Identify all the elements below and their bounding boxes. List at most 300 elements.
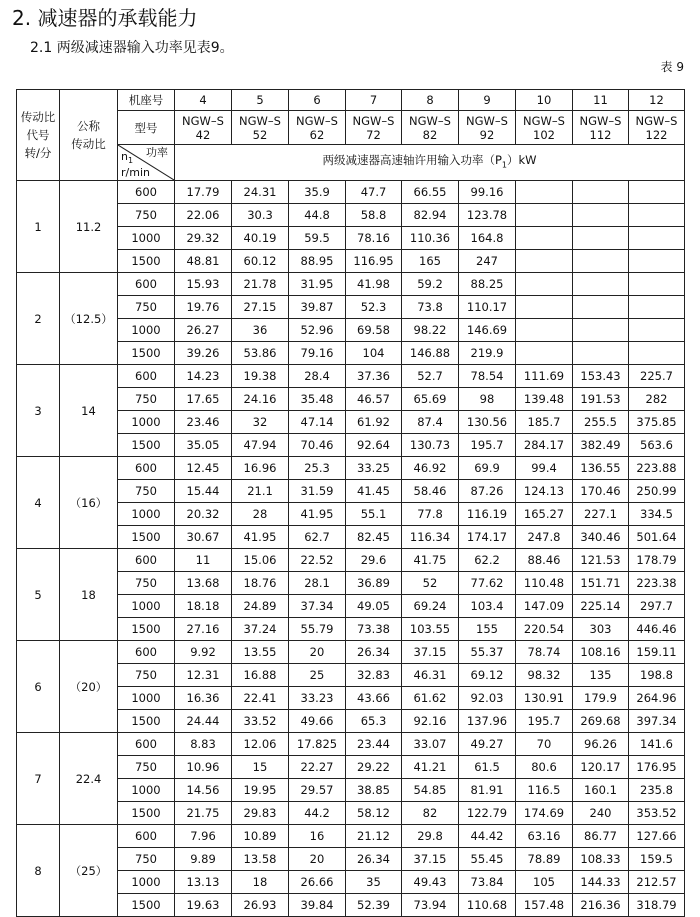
power-value-cell: 47.94 — [232, 434, 289, 457]
power-value-cell: 13.58 — [232, 848, 289, 871]
power-value-cell: 24.89 — [232, 595, 289, 618]
frame-number: 11 — [573, 90, 629, 111]
power-value-cell — [573, 273, 629, 296]
power-value-cell: 61.5 — [459, 756, 516, 779]
power-value-cell: 41.45 — [346, 480, 402, 503]
table-row — [17, 342, 685, 365]
power-value-cell: 24.44 — [175, 710, 232, 733]
power-value-cell: 123.78 — [459, 204, 516, 227]
power-value-cell — [573, 181, 629, 204]
power-value-cell: 146.88 — [402, 342, 459, 365]
power-value-cell: 303 — [573, 618, 629, 641]
power-value-cell: 44.2 — [289, 802, 346, 825]
power-value-cell: 58.12 — [346, 802, 402, 825]
power-value-cell: 25 — [289, 664, 346, 687]
power-value-cell: 58.46 — [402, 480, 459, 503]
power-value-cell: 28 — [232, 503, 289, 526]
power-value-cell: 29.6 — [346, 549, 402, 572]
power-value-cell: 18.18 — [175, 595, 232, 618]
power-value-cell: 55.1 — [346, 503, 402, 526]
model-prefix: NGW–S — [523, 113, 565, 128]
power-value-cell: 170.46 — [573, 480, 629, 503]
power-value-cell: 12.31 — [175, 664, 232, 687]
speed-label — [121, 151, 150, 179]
power-value-cell: 13.55 — [232, 641, 289, 664]
frame-number: 12 — [629, 90, 685, 111]
table-row — [17, 687, 685, 710]
power-value-cell: 33.07 — [402, 733, 459, 756]
power-value-cell: 23.44 — [346, 733, 402, 756]
power-value-cell: 52 — [402, 572, 459, 595]
model-number: 52 — [252, 127, 268, 142]
model-cell — [346, 111, 402, 145]
speed-cell: 750 — [118, 480, 175, 503]
power-speed-diagonal-cell — [118, 145, 175, 181]
speed-cell: 600 — [118, 181, 175, 204]
frame-number: 6 — [289, 90, 346, 111]
power-value-cell — [629, 273, 685, 296]
power-value-cell: 52.39 — [346, 894, 402, 917]
power-value-cell: 54.85 — [402, 779, 459, 802]
ratio-code-cell: 7 — [17, 733, 60, 825]
power-value-cell: 14.56 — [175, 779, 232, 802]
power-value-cell: 14.23 — [175, 365, 232, 388]
power-value-cell: 18 — [232, 871, 289, 894]
power-value-cell: 29.32 — [175, 227, 232, 250]
frame-label: 机座号 — [118, 90, 175, 111]
power-value-cell: 155 — [459, 618, 516, 641]
power-value-cell: 40.19 — [232, 227, 289, 250]
power-value-cell: 25.3 — [289, 457, 346, 480]
table-row — [17, 894, 685, 917]
model-cell — [516, 111, 573, 145]
power-value-cell: 563.6 — [629, 434, 685, 457]
power-value-cell — [573, 296, 629, 319]
power-value-cell: 21.78 — [232, 273, 289, 296]
table-row — [17, 848, 685, 871]
power-value-cell: 147.09 — [516, 595, 573, 618]
speed-cell: 1500 — [118, 710, 175, 733]
model-number: 42 — [195, 127, 211, 142]
code-header-line: 传动比 — [20, 110, 56, 124]
power-value-cell: 92.16 — [402, 710, 459, 733]
power-value-cell: 82.94 — [402, 204, 459, 227]
power-value-cell: 24.16 — [232, 388, 289, 411]
power-value-cell: 250.99 — [629, 480, 685, 503]
power-value-cell: 130.73 — [402, 434, 459, 457]
nominal-ratio-cell: 11.2 — [60, 181, 118, 273]
table-row — [17, 319, 685, 342]
power-value-cell: 18.76 — [232, 572, 289, 595]
power-value-cell: 78.89 — [516, 848, 573, 871]
power-value-cell: 61.62 — [402, 687, 459, 710]
power-value-cell: 48.81 — [175, 250, 232, 273]
power-value-cell: 12.06 — [232, 733, 289, 756]
power-value-cell: 44.8 — [289, 204, 346, 227]
power-value-cell: 78.54 — [459, 365, 516, 388]
power-value-cell: 52.3 — [346, 296, 402, 319]
power-value-cell: 227.1 — [573, 503, 629, 526]
table-row — [17, 779, 685, 802]
power-value-cell: 178.79 — [629, 549, 685, 572]
ratio-code-cell: 4 — [17, 457, 60, 549]
power-value-cell: 375.85 — [629, 411, 685, 434]
model-label: 型号 — [118, 111, 175, 145]
power-value-cell: 159.5 — [629, 848, 685, 871]
power-value-cell: 53.86 — [232, 342, 289, 365]
power-value-cell: 130.91 — [516, 687, 573, 710]
power-value-cell: 44.42 — [459, 825, 516, 848]
table-row — [17, 227, 685, 250]
power-value-cell: 21.12 — [346, 825, 402, 848]
power-value-cell: 116.34 — [402, 526, 459, 549]
nominal-ratio-cell: 14 — [60, 365, 118, 457]
power-value-cell — [516, 181, 573, 204]
speed-cell: 600 — [118, 641, 175, 664]
table-row — [17, 572, 685, 595]
power-value-cell: 382.49 — [573, 434, 629, 457]
model-number: 102 — [533, 127, 555, 142]
power-value-cell: 21.1 — [232, 480, 289, 503]
power-value-cell: 179.9 — [573, 687, 629, 710]
subsection-title: 2.1 两级减速器输入功率见表9。 — [30, 40, 234, 56]
power-value-cell: 41.21 — [402, 756, 459, 779]
model-cell — [402, 111, 459, 145]
power-value-cell: 13.13 — [175, 871, 232, 894]
power-value-cell: 26.93 — [232, 894, 289, 917]
model-prefix: NGW–S — [352, 113, 395, 128]
power-value-cell: 55.79 — [289, 618, 346, 641]
power-value-cell: 35.9 — [289, 181, 346, 204]
power-value-cell: 165 — [402, 250, 459, 273]
power-value-cell: 176.95 — [629, 756, 685, 779]
table-row — [17, 181, 685, 204]
table-row — [17, 457, 685, 480]
power-value-cell: 110.68 — [459, 894, 516, 917]
power-value-cell: 46.31 — [402, 664, 459, 687]
table-row — [17, 825, 685, 848]
power-value-cell: 28.4 — [289, 365, 346, 388]
power-value-cell: 247.8 — [516, 526, 573, 549]
table-row — [17, 250, 685, 273]
power-table — [16, 89, 685, 917]
power-value-cell: 62.2 — [459, 549, 516, 572]
power-value-cell: 37.36 — [346, 365, 402, 388]
speed-cell: 750 — [118, 296, 175, 319]
power-value-cell: 73.8 — [402, 296, 459, 319]
power-value-cell — [516, 273, 573, 296]
power-value-cell: 27.15 — [232, 296, 289, 319]
power-value-cell: 37.15 — [402, 848, 459, 871]
power-value-cell: 16.88 — [232, 664, 289, 687]
power-value-cell: 19.38 — [232, 365, 289, 388]
model-cell — [175, 111, 232, 145]
speed-symbol: n — [121, 149, 128, 163]
power-value-cell: 220.54 — [516, 618, 573, 641]
power-value-cell: 24.31 — [232, 181, 289, 204]
power-value-cell: 49.27 — [459, 733, 516, 756]
speed-cell: 750 — [118, 756, 175, 779]
power-value-cell: 86.77 — [573, 825, 629, 848]
power-value-cell: 35.05 — [175, 434, 232, 457]
power-value-cell: 47.14 — [289, 411, 346, 434]
power-value-cell: 30.3 — [232, 204, 289, 227]
power-value-cell: 60.12 — [232, 250, 289, 273]
power-value-cell: 69.9 — [459, 457, 516, 480]
power-value-cell: 159.11 — [629, 641, 685, 664]
power-value-cell: 65.3 — [346, 710, 402, 733]
power-value-cell: 264.96 — [629, 687, 685, 710]
power-value-cell: 36.89 — [346, 572, 402, 595]
power-value-cell — [573, 319, 629, 342]
table-row — [17, 549, 685, 572]
power-value-cell: 191.53 — [573, 388, 629, 411]
table-row — [17, 434, 685, 457]
power-label: 功率 — [146, 146, 168, 159]
power-value-cell: 73.94 — [402, 894, 459, 917]
ratio-code-cell: 5 — [17, 549, 60, 641]
power-value-cell: 62.7 — [289, 526, 346, 549]
power-value-cell: 10.96 — [175, 756, 232, 779]
power-value-cell: 39.26 — [175, 342, 232, 365]
power-value-cell: 127.66 — [629, 825, 685, 848]
power-value-cell: 69.24 — [402, 595, 459, 618]
frame-number: 5 — [232, 90, 289, 111]
power-value-cell: 29.57 — [289, 779, 346, 802]
table-header — [17, 90, 685, 181]
power-value-cell: 38.85 — [346, 779, 402, 802]
table-row — [17, 871, 685, 894]
table-body — [17, 181, 685, 917]
power-value-cell: 223.88 — [629, 457, 685, 480]
power-value-cell: 297.7 — [629, 595, 685, 618]
power-value-cell: 26.34 — [346, 641, 402, 664]
power-value-cell: 77.62 — [459, 572, 516, 595]
power-value-cell: 108.33 — [573, 848, 629, 871]
ratio-code-cell: 3 — [17, 365, 60, 457]
power-value-cell: 31.59 — [289, 480, 346, 503]
power-value-cell: 157.48 — [516, 894, 573, 917]
power-value-cell: 103.55 — [402, 618, 459, 641]
power-value-cell: 116.19 — [459, 503, 516, 526]
model-prefix: NGW–S — [239, 113, 281, 128]
nominal-ratio-cell: 18 — [60, 549, 118, 641]
power-value-cell: 92.64 — [346, 434, 402, 457]
power-value-cell: 52.7 — [402, 365, 459, 388]
power-value-cell: 49.05 — [346, 595, 402, 618]
power-value-cell: 20.32 — [175, 503, 232, 526]
power-value-cell: 87.26 — [459, 480, 516, 503]
model-prefix: NGW–S — [409, 113, 451, 128]
power-value-cell: 22.27 — [289, 756, 346, 779]
speed-cell: 1000 — [118, 227, 175, 250]
power-value-cell: 225.7 — [629, 365, 685, 388]
power-value-cell — [629, 204, 685, 227]
ratio-code-cell: 2 — [17, 273, 60, 365]
power-value-cell: 35.48 — [289, 388, 346, 411]
power-value-cell: 105 — [516, 871, 573, 894]
power-value-cell — [516, 250, 573, 273]
power-value-cell: 69.58 — [346, 319, 402, 342]
power-value-cell: 146.69 — [459, 319, 516, 342]
power-value-cell: 195.7 — [459, 434, 516, 457]
speed-cell: 1000 — [118, 411, 175, 434]
frame-number: 8 — [402, 90, 459, 111]
power-value-cell: 99.4 — [516, 457, 573, 480]
table-row — [17, 733, 685, 756]
span-title-subscript: 1 — [501, 160, 507, 170]
power-value-cell: 235.8 — [629, 779, 685, 802]
power-value-cell: 61.92 — [346, 411, 402, 434]
power-value-cell: 185.7 — [516, 411, 573, 434]
power-value-cell: 282 — [629, 388, 685, 411]
power-value-cell: 88.25 — [459, 273, 516, 296]
power-value-cell: 16.36 — [175, 687, 232, 710]
power-value-cell: 122.79 — [459, 802, 516, 825]
power-value-cell: 136.55 — [573, 457, 629, 480]
power-span-title — [175, 145, 685, 181]
speed-cell: 1500 — [118, 342, 175, 365]
power-value-cell: 52.96 — [289, 319, 346, 342]
power-value-cell: 26.66 — [289, 871, 346, 894]
power-value-cell: 340.46 — [573, 526, 629, 549]
power-value-cell: 33.52 — [232, 710, 289, 733]
speed-cell: 600 — [118, 457, 175, 480]
power-value-cell: 7.96 — [175, 825, 232, 848]
speed-cell: 600 — [118, 365, 175, 388]
power-value-cell: 110.48 — [516, 572, 573, 595]
speed-cell: 1500 — [118, 526, 175, 549]
power-value-cell: 137.96 — [459, 710, 516, 733]
model-row — [17, 111, 685, 145]
table-row — [17, 641, 685, 664]
frame-number: 10 — [516, 90, 573, 111]
power-value-cell — [573, 204, 629, 227]
power-value-cell: 58.8 — [346, 204, 402, 227]
power-value-cell: 35 — [346, 871, 402, 894]
power-value-cell: 240 — [573, 802, 629, 825]
nominal-ratio-cell: （25） — [60, 825, 118, 917]
power-value-cell: 111.69 — [516, 365, 573, 388]
nominal-ratio-column-header — [60, 90, 118, 181]
code-header-line: 代号 — [26, 128, 50, 142]
model-cell — [629, 111, 685, 145]
power-value-cell: 144.33 — [573, 871, 629, 894]
model-prefix: NGW–S — [635, 113, 678, 128]
power-value-cell — [573, 342, 629, 365]
power-value-cell: 165.27 — [516, 503, 573, 526]
table-row — [17, 480, 685, 503]
speed-unit: r/min — [121, 166, 150, 179]
power-value-cell: 55.37 — [459, 641, 516, 664]
power-value-cell: 110.36 — [402, 227, 459, 250]
span-title-post: ）kW — [507, 152, 537, 167]
power-value-cell: 17.79 — [175, 181, 232, 204]
power-value-cell: 174.17 — [459, 526, 516, 549]
speed-cell: 1000 — [118, 687, 175, 710]
power-value-cell: 28.1 — [289, 572, 346, 595]
nominal-header-line: 公称 — [77, 119, 100, 133]
frame-number: 7 — [346, 90, 402, 111]
table-row — [17, 664, 685, 687]
model-number: 112 — [589, 127, 612, 142]
power-value-cell — [629, 296, 685, 319]
power-value-cell — [516, 296, 573, 319]
power-value-cell: 37.34 — [289, 595, 346, 618]
speed-cell: 600 — [118, 549, 175, 572]
ratio-code-cell: 1 — [17, 181, 60, 273]
power-value-cell: 446.46 — [629, 618, 685, 641]
power-value-cell: 49.66 — [289, 710, 346, 733]
ratio-code-cell: 8 — [17, 825, 60, 917]
power-value-cell: 73.38 — [346, 618, 402, 641]
power-value-cell: 41.95 — [232, 526, 289, 549]
power-value-cell: 47.7 — [346, 181, 402, 204]
nominal-header-line: 传动比 — [71, 137, 106, 151]
model-number: 62 — [309, 127, 325, 142]
power-value-cell: 82.45 — [346, 526, 402, 549]
speed-cell: 1000 — [118, 595, 175, 618]
power-value-cell: 269.68 — [573, 710, 629, 733]
power-value-cell: 33.23 — [289, 687, 346, 710]
table-row — [17, 618, 685, 641]
power-value-cell: 334.5 — [629, 503, 685, 526]
power-value-cell: 63.16 — [516, 825, 573, 848]
power-value-cell: 49.43 — [402, 871, 459, 894]
power-value-cell — [516, 319, 573, 342]
power-value-cell — [629, 342, 685, 365]
power-value-cell: 10.89 — [232, 825, 289, 848]
power-value-cell: 39.87 — [289, 296, 346, 319]
power-value-cell: 88.95 — [289, 250, 346, 273]
speed-cell: 750 — [118, 388, 175, 411]
power-value-cell: 22.41 — [232, 687, 289, 710]
power-value-cell: 66.55 — [402, 181, 459, 204]
nominal-ratio-cell: （12.5） — [60, 273, 118, 365]
table-row — [17, 365, 685, 388]
code-column-header — [17, 90, 60, 181]
power-value-cell: 120.17 — [573, 756, 629, 779]
table-row — [17, 802, 685, 825]
power-value-cell — [629, 181, 685, 204]
power-value-cell — [573, 250, 629, 273]
power-value-cell: 22.06 — [175, 204, 232, 227]
speed-cell: 1500 — [118, 434, 175, 457]
power-value-cell: 141.6 — [629, 733, 685, 756]
power-value-cell: 59.5 — [289, 227, 346, 250]
power-value-cell: 33.25 — [346, 457, 402, 480]
power-value-cell: 98 — [459, 388, 516, 411]
model-number: 92 — [479, 127, 495, 142]
nominal-ratio-cell: 22.4 — [60, 733, 118, 825]
ratio-code-cell: 6 — [17, 641, 60, 733]
model-cell — [232, 111, 289, 145]
power-value-cell: 151.71 — [573, 572, 629, 595]
power-value-cell: 8.83 — [175, 733, 232, 756]
model-cell — [289, 111, 346, 145]
table-row — [17, 273, 685, 296]
frame-row — [17, 90, 685, 111]
power-value-cell: 26.34 — [346, 848, 402, 871]
power-value-cell: 29.22 — [346, 756, 402, 779]
power-value-cell: 212.57 — [629, 871, 685, 894]
speed-cell: 750 — [118, 572, 175, 595]
power-value-cell: 247 — [459, 250, 516, 273]
power-value-cell: 11 — [175, 549, 232, 572]
power-value-cell: 198.8 — [629, 664, 685, 687]
power-value-cell: 41.98 — [346, 273, 402, 296]
power-value-cell: 70 — [516, 733, 573, 756]
